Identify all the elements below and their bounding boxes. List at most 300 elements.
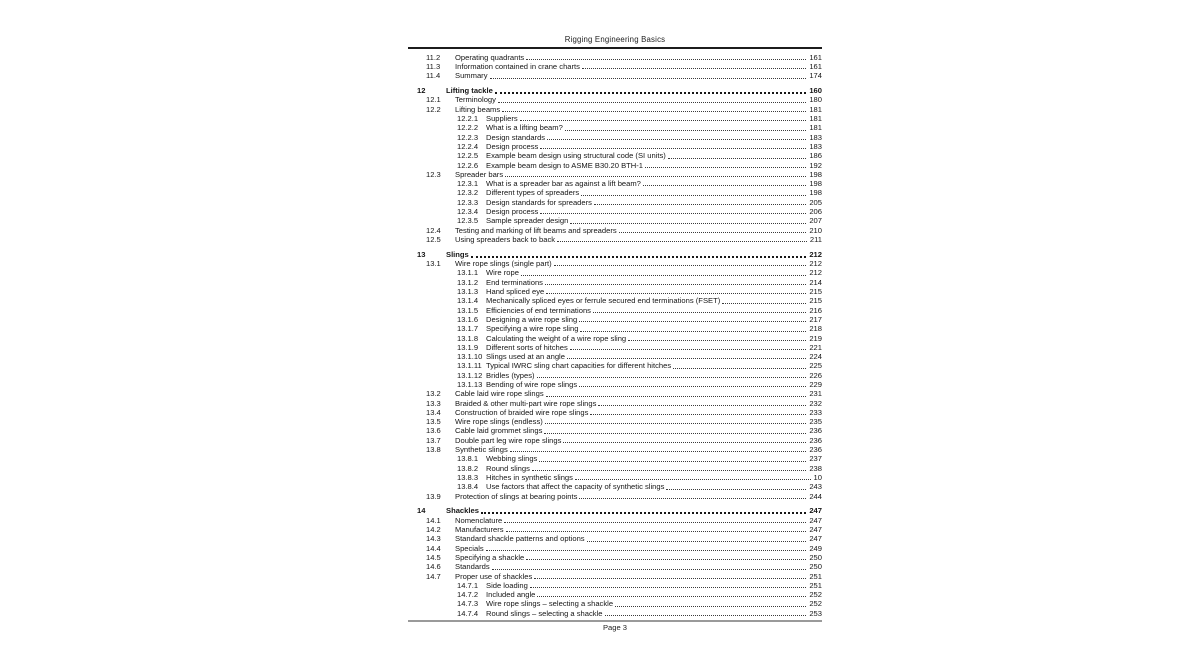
- toc-entry-title: Design standards for spreaders: [486, 197, 592, 207]
- toc-row: [408, 543, 822, 552]
- dot-leader: [615, 606, 806, 607]
- dot-leader: [570, 349, 807, 350]
- toc-row: [408, 525, 822, 534]
- toc-entry-page: 216: [809, 305, 822, 315]
- toc-entry-page: 205: [809, 197, 822, 207]
- toc-entry-title: Testing and marking of lift beams and spreaders: [455, 225, 617, 235]
- toc-entry-page: 180: [809, 95, 822, 105]
- toc-entry-page: 226: [809, 370, 822, 380]
- toc-entry-title: Specifying a shackle: [455, 552, 525, 562]
- toc-entry-number: 11.3: [426, 62, 441, 71]
- dot-leader: [594, 204, 806, 205]
- dot-leader: [532, 470, 806, 471]
- toc-entry-number: 14: [417, 506, 426, 516]
- toc-entry-title: Wire rope slings – selecting a shackle: [486, 599, 614, 609]
- toc-entry-title: What is a lifting beam?: [486, 123, 563, 133]
- dot-leader: [722, 303, 806, 304]
- toc-entry-number: 12.2.1: [457, 114, 479, 124]
- toc-entry-page: 243: [809, 482, 822, 492]
- toc-entry-page: 236: [809, 435, 822, 445]
- toc-row: [408, 361, 822, 370]
- toc-entry-title: Shackles: [446, 506, 479, 516]
- toc-entry-page: 160: [809, 86, 822, 96]
- toc-entry-number: 12.4: [426, 225, 441, 235]
- toc-entry-title: Design standards: [486, 132, 546, 142]
- dot-leader: [471, 256, 807, 258]
- toc-row: [408, 408, 822, 417]
- toc-entry-title: What is a spreader bar as against a lift beam?: [486, 179, 641, 189]
- toc-row: [408, 123, 822, 132]
- toc-entry-page: 229: [809, 379, 822, 389]
- toc-entry-number: 12.2: [426, 104, 441, 114]
- dot-leader: [510, 451, 807, 452]
- toc-entry-page: 215: [809, 296, 822, 306]
- toc-entry-page: 251: [809, 580, 822, 590]
- toc-entry-title: Hitches in synthetic slings: [486, 472, 573, 482]
- toc-entry-page: 161: [809, 62, 822, 71]
- toc-row: [408, 562, 822, 571]
- toc-row: [408, 105, 822, 114]
- toc-row: [408, 216, 822, 225]
- toc-entry-page: 249: [809, 543, 822, 553]
- dot-leader: [539, 461, 806, 462]
- toc-entry-page: 235: [809, 417, 822, 427]
- dot-leader: [645, 167, 806, 168]
- toc-entry-page: 206: [809, 207, 822, 217]
- toc-entry-number: 13.7: [426, 435, 441, 445]
- toc-rows: [408, 53, 822, 618]
- toc-entry-number: 13.8.1: [457, 454, 479, 464]
- toc-entry-number: 12.2.2: [457, 123, 479, 133]
- toc-entry-page: 247: [809, 515, 822, 525]
- toc-entry-title: Round slings – selecting a shackle: [486, 608, 603, 618]
- toc-row: [408, 436, 822, 445]
- toc-entry-title: Spreader bars: [455, 169, 504, 179]
- dot-leader: [581, 195, 806, 196]
- toc-entry-number: 13.1.2: [457, 277, 479, 287]
- toc-row: [408, 426, 822, 435]
- toc-row: [408, 352, 822, 361]
- toc-entry-title: Terminology: [455, 95, 496, 105]
- toc-entry-number: 13.1.13: [457, 379, 483, 389]
- toc-entry-number: 13.1.10: [457, 352, 483, 362]
- toc-entry-page: 217: [809, 314, 822, 324]
- toc-row: [408, 305, 822, 314]
- toc-row: [408, 491, 822, 500]
- toc-row: [408, 445, 822, 454]
- dot-leader: [643, 185, 806, 186]
- toc-row: [408, 188, 822, 197]
- toc-entry-title: Nomenclature: [455, 515, 503, 525]
- dot-leader: [666, 489, 806, 490]
- toc-entry-page: 232: [809, 398, 822, 408]
- toc-row: [408, 370, 822, 379]
- toc-entry-title: Mechanically spliced eyes or ferrule secured end terminations (FSET): [486, 296, 721, 306]
- dot-leader: [593, 312, 806, 313]
- toc-entry-page: 192: [809, 160, 822, 170]
- toc-row: [408, 95, 822, 104]
- toc-entry-number: 13.8: [426, 445, 441, 455]
- toc-entry-number: 12.3.4: [457, 207, 479, 217]
- toc-row: [408, 62, 822, 71]
- toc-entry-page: 236: [809, 445, 822, 455]
- toc-row: [408, 179, 822, 188]
- toc-entry-page: 186: [809, 151, 822, 161]
- toc-entry-page: 212: [809, 268, 822, 278]
- document-page: [408, 0, 822, 670]
- dot-leader: [587, 541, 807, 542]
- toc-row: [408, 482, 822, 491]
- toc-entry-number: 12: [417, 86, 426, 96]
- toc-entry-page: 207: [809, 216, 822, 226]
- dot-leader: [502, 111, 806, 112]
- dot-leader: [545, 284, 806, 285]
- toc-entry-number: 13.3: [426, 398, 441, 408]
- toc-entry-number: 13: [417, 249, 426, 259]
- dot-leader: [526, 559, 806, 560]
- toc-row: [408, 142, 822, 151]
- toc-entry-number: 12.3.5: [457, 216, 479, 226]
- toc-entry-page: 236: [809, 426, 822, 436]
- toc-entry-title: Different types of spreaders: [486, 188, 580, 198]
- toc-entry-number: 11.2: [426, 52, 441, 62]
- dot-leader: [575, 479, 811, 480]
- toc-entry-number: 14.2: [426, 525, 441, 535]
- toc-entry-page: 218: [809, 324, 822, 334]
- toc-entry-title: Wire rope slings (endless): [455, 417, 543, 427]
- dot-leader: [540, 213, 806, 214]
- toc-entry-number: 13.1.6: [457, 314, 479, 324]
- dot-leader: [537, 377, 807, 378]
- footer-rule: [408, 620, 822, 622]
- toc-row: [408, 417, 822, 426]
- toc-entry-number: 13.1.1: [457, 268, 479, 278]
- toc-entry-number: 12.3.2: [457, 188, 479, 198]
- toc-entry-page: 225: [809, 361, 822, 371]
- toc-row: [408, 198, 822, 207]
- toc-entry-title: Suppliers: [486, 114, 518, 124]
- dot-leader: [481, 512, 806, 514]
- toc-entry-number: 12.3: [426, 169, 441, 179]
- toc-entry-page: 224: [809, 352, 822, 362]
- toc-entry-page: 221: [809, 342, 822, 352]
- toc-entry-page: 252: [809, 590, 822, 600]
- dot-leader: [534, 578, 806, 579]
- toc-entry-number: 13.9: [426, 491, 441, 501]
- toc-entry-number: 13.1.5: [457, 305, 479, 315]
- toc-row: [408, 463, 822, 472]
- dot-leader: [546, 293, 806, 294]
- dot-leader: [546, 396, 807, 397]
- toc-entry-title: Example beam design using structural code (SI units): [486, 151, 666, 161]
- toc-row: [408, 207, 822, 216]
- toc-entry-title: Using spreaders back to back: [455, 234, 556, 244]
- toc-entry-number: 12.3.3: [457, 197, 479, 207]
- toc-entry-page: 253: [809, 608, 822, 618]
- toc-entry-number: 14.1: [426, 515, 441, 525]
- toc-row: [408, 132, 822, 141]
- toc-row: [408, 259, 822, 268]
- toc-entry-page: 237: [809, 454, 822, 464]
- dot-leader: [563, 442, 806, 443]
- toc-entry-page: 244: [809, 491, 822, 501]
- toc-row: [408, 506, 822, 515]
- toc-entry-number: 13.5: [426, 417, 441, 427]
- toc-entry-number: 14.7.1: [457, 580, 479, 590]
- toc-entry-title: Webbing slings: [486, 454, 538, 464]
- toc-row: [408, 343, 822, 352]
- toc-entry-page: 250: [809, 552, 822, 562]
- toc-entry-page: 181: [809, 104, 822, 114]
- toc-row: [408, 250, 822, 259]
- toc-row: [408, 278, 822, 287]
- toc-row: [408, 160, 822, 169]
- toc-row: [408, 473, 822, 482]
- toc-row: [408, 609, 822, 618]
- toc-entry-number: 14.7.4: [457, 608, 479, 618]
- dot-leader: [598, 405, 806, 406]
- header-rule: [408, 47, 822, 49]
- toc-entry-title: Proper use of shackles: [455, 571, 533, 581]
- dot-leader: [521, 275, 806, 276]
- toc-entry-page: 198: [809, 169, 822, 179]
- toc-entry-title: Standard shackle patterns and options: [455, 534, 585, 544]
- dot-leader: [673, 368, 806, 369]
- toc-entry-number: 12.2.4: [457, 141, 479, 151]
- dot-leader: [579, 321, 806, 322]
- toc-entry-title: Wire rope slings (single part): [455, 259, 552, 269]
- dot-leader: [565, 130, 807, 131]
- toc-entry-page: 212: [809, 249, 822, 259]
- dot-leader: [505, 176, 806, 177]
- dot-leader: [492, 569, 807, 570]
- toc-entry-number: 12.3.1: [457, 179, 479, 189]
- toc-entry-title: Efficiencies of end terminations: [486, 305, 591, 315]
- toc-entry-page: 161: [809, 52, 822, 62]
- toc-row: [408, 599, 822, 608]
- toc-entry-number: 13.2: [426, 389, 441, 399]
- toc-entry-page: 211: [809, 234, 822, 244]
- toc-entry-page: 247: [809, 525, 822, 535]
- dot-leader: [570, 223, 806, 224]
- toc-entry-title: Side loading: [486, 580, 528, 590]
- toc-entry-number: 14.6: [426, 562, 441, 572]
- toc-entry-number: 13.6: [426, 426, 441, 436]
- toc-entry-title: Cable laid wire rope slings: [455, 389, 544, 399]
- toc-row: [408, 516, 822, 525]
- toc-entry-title: Different sorts of hitches: [486, 342, 568, 352]
- toc-entry-page: 198: [809, 188, 822, 198]
- toc-entry-page: 247: [809, 506, 822, 516]
- dot-leader: [579, 498, 806, 499]
- toc-row: [408, 534, 822, 543]
- toc-entry-title: Designing a wire rope sling: [486, 314, 578, 324]
- dot-leader: [490, 78, 807, 79]
- toc-entry-page: 181: [809, 114, 822, 124]
- toc-row: [408, 581, 822, 590]
- toc-row: [408, 114, 822, 123]
- toc-entry-page: 183: [809, 132, 822, 142]
- toc-row: [408, 333, 822, 342]
- dot-leader: [540, 148, 806, 149]
- dot-leader: [567, 358, 806, 359]
- toc-entry-page: 250: [809, 562, 822, 572]
- toc-entry-page: 219: [809, 333, 822, 343]
- dot-leader: [547, 139, 806, 140]
- toc-entry-title: Design process: [486, 207, 539, 217]
- toc-row: [408, 553, 822, 562]
- dot-leader: [579, 386, 806, 387]
- toc-entry-title: Hand spliced eye: [486, 287, 545, 297]
- dot-leader: [506, 531, 807, 532]
- toc-entry-number: 13.8.4: [457, 482, 479, 492]
- dot-leader: [495, 92, 806, 94]
- toc-entry-title: Round slings: [486, 463, 530, 473]
- toc-entry-number: 11.4: [426, 71, 441, 81]
- toc-row: [408, 235, 822, 244]
- toc-entry-number: 13.4: [426, 407, 441, 417]
- toc-row: [408, 71, 822, 80]
- toc-entry-page: 210: [809, 225, 822, 235]
- toc-entry-number: 14.7.3: [457, 599, 479, 609]
- toc-entry-page: 181: [809, 123, 822, 133]
- toc-entry-title: Protection of slings at bearing points: [455, 491, 578, 501]
- toc-entry-title: Braided & other multi-part wire rope slings: [455, 398, 597, 408]
- dot-leader: [580, 331, 806, 332]
- toc-entry-title: Information contained in crane charts: [455, 62, 580, 71]
- toc-entry-page: 10: [813, 472, 822, 482]
- toc-entry-number: 13.1.7: [457, 324, 479, 334]
- dot-leader: [537, 596, 806, 597]
- toc-entry-page: 183: [809, 141, 822, 151]
- toc-entry-title: Design process: [486, 141, 539, 151]
- dot-leader: [498, 102, 806, 103]
- dot-leader: [520, 120, 807, 121]
- toc-entry-page: 231: [809, 389, 822, 399]
- toc-entry-number: 14.4: [426, 543, 441, 553]
- toc-entry-title: Use factors that affect the capacity of synthetic slings: [486, 482, 665, 492]
- toc-row: [408, 389, 822, 398]
- dot-leader: [605, 615, 807, 616]
- toc-entry-page: 215: [809, 287, 822, 297]
- toc-entry-title: Specials: [455, 543, 484, 553]
- toc-row: [408, 324, 822, 333]
- toc-entry-number: 13.8.2: [457, 463, 479, 473]
- toc-entry-title: Bending of wire rope slings: [486, 379, 578, 389]
- toc-entry-title: Sample spreader design: [486, 216, 569, 226]
- toc-entry-number: 14.7: [426, 571, 441, 581]
- toc-entry-page: 198: [809, 179, 822, 189]
- toc-row: [408, 590, 822, 599]
- toc-entry-page: 251: [809, 571, 822, 581]
- toc-entry-title: Example beam design to ASME B30.20 BTH-1: [486, 160, 644, 170]
- toc-row: [408, 170, 822, 179]
- toc-entry-number: 12.1: [426, 95, 441, 105]
- toc-entry-title: Slings used at an angle: [486, 352, 565, 362]
- toc-entry-title: Construction of braided wire rope slings: [455, 407, 589, 417]
- toc-row: [408, 454, 822, 463]
- toc-entry-title: Included angle: [486, 590, 536, 600]
- toc-entry-page: 233: [809, 407, 822, 417]
- dot-leader: [504, 522, 806, 523]
- toc-entry-page: 238: [809, 463, 822, 473]
- dot-leader: [530, 587, 807, 588]
- toc-entry-number: 13.1: [426, 259, 441, 269]
- toc-entry-page: 252: [809, 599, 822, 609]
- dot-leader: [545, 423, 807, 424]
- toc-entry-number: 12.2.6: [457, 160, 479, 170]
- toc-row: [408, 86, 822, 95]
- toc-entry-number: 13.1.8: [457, 333, 479, 343]
- toc-entry-title: Specifying a wire rope sling: [486, 324, 579, 334]
- toc-row: [408, 225, 822, 234]
- running-header: Rigging Engineering Basics: [564, 35, 666, 44]
- toc-entry-number: 14.3: [426, 534, 441, 544]
- toc-entry-page: 214: [809, 277, 822, 287]
- dot-leader: [486, 550, 807, 551]
- toc-entry-title: Lifting beams: [455, 104, 501, 114]
- toc-entry-number: 13.1.9: [457, 342, 479, 352]
- toc-entry-title: Cable laid grommet slings: [455, 426, 543, 436]
- toc-entry-title: Slings: [446, 249, 469, 259]
- dot-leader: [619, 232, 807, 233]
- dot-leader: [628, 340, 806, 341]
- toc-entry-number: 13.1.4: [457, 296, 479, 306]
- toc-entry-number: 14.7.2: [457, 590, 479, 600]
- toc-entry-number: 12.5: [426, 234, 441, 244]
- toc-entry-title: Manufacturers: [455, 525, 504, 535]
- toc-row: [408, 296, 822, 305]
- toc-entry-title: Summary: [455, 71, 488, 81]
- dot-leader: [668, 158, 807, 159]
- toc-entry-number: 13.1.12: [457, 370, 483, 380]
- toc-entry-title: Bridles (types): [486, 370, 535, 380]
- toc-entry-title: End terminations: [486, 277, 543, 287]
- toc-entry-number: 14.5: [426, 552, 441, 562]
- toc-entry-title: Typical IWRC sling chart capacities for different hitches: [486, 361, 672, 371]
- toc-entry-title: Synthetic slings: [455, 445, 508, 455]
- toc-entry-page: 212: [809, 259, 822, 269]
- toc-row: [408, 268, 822, 277]
- toc-entry-title: Double part leg wire rope slings: [455, 435, 562, 445]
- toc-row: [408, 53, 822, 62]
- toc-row: [408, 315, 822, 324]
- dot-leader: [582, 68, 806, 69]
- toc-row: [408, 398, 822, 407]
- toc-row: [408, 151, 822, 160]
- toc-entry-number: 13.1.11: [457, 361, 482, 371]
- toc-entry-title: Standards: [455, 562, 490, 572]
- dot-leader: [544, 433, 806, 434]
- dot-leader: [526, 59, 806, 60]
- toc-entry-title: Lifting tackle: [446, 86, 493, 96]
- toc-entry-number: 12.2.5: [457, 151, 479, 161]
- toc-entry-page: 247: [809, 534, 822, 544]
- toc-row: [408, 287, 822, 296]
- toc-entry-title: Calculating the weight of a wire rope sling: [486, 333, 627, 343]
- toc-row: [408, 380, 822, 389]
- toc-entry-number: 13.1.3: [457, 287, 479, 297]
- toc-entry-title: Operating quadrants: [455, 52, 525, 62]
- dot-leader: [554, 265, 807, 266]
- dot-leader: [590, 414, 806, 415]
- toc-entry-number: 13.8.3: [457, 472, 479, 482]
- dot-leader: [557, 241, 807, 242]
- toc-entry-title: Wire rope: [486, 268, 519, 278]
- page-number-footer: Page 3: [602, 623, 628, 632]
- toc-entry-page: 174: [809, 71, 822, 81]
- toc-entry-number: 12.2.3: [457, 132, 479, 142]
